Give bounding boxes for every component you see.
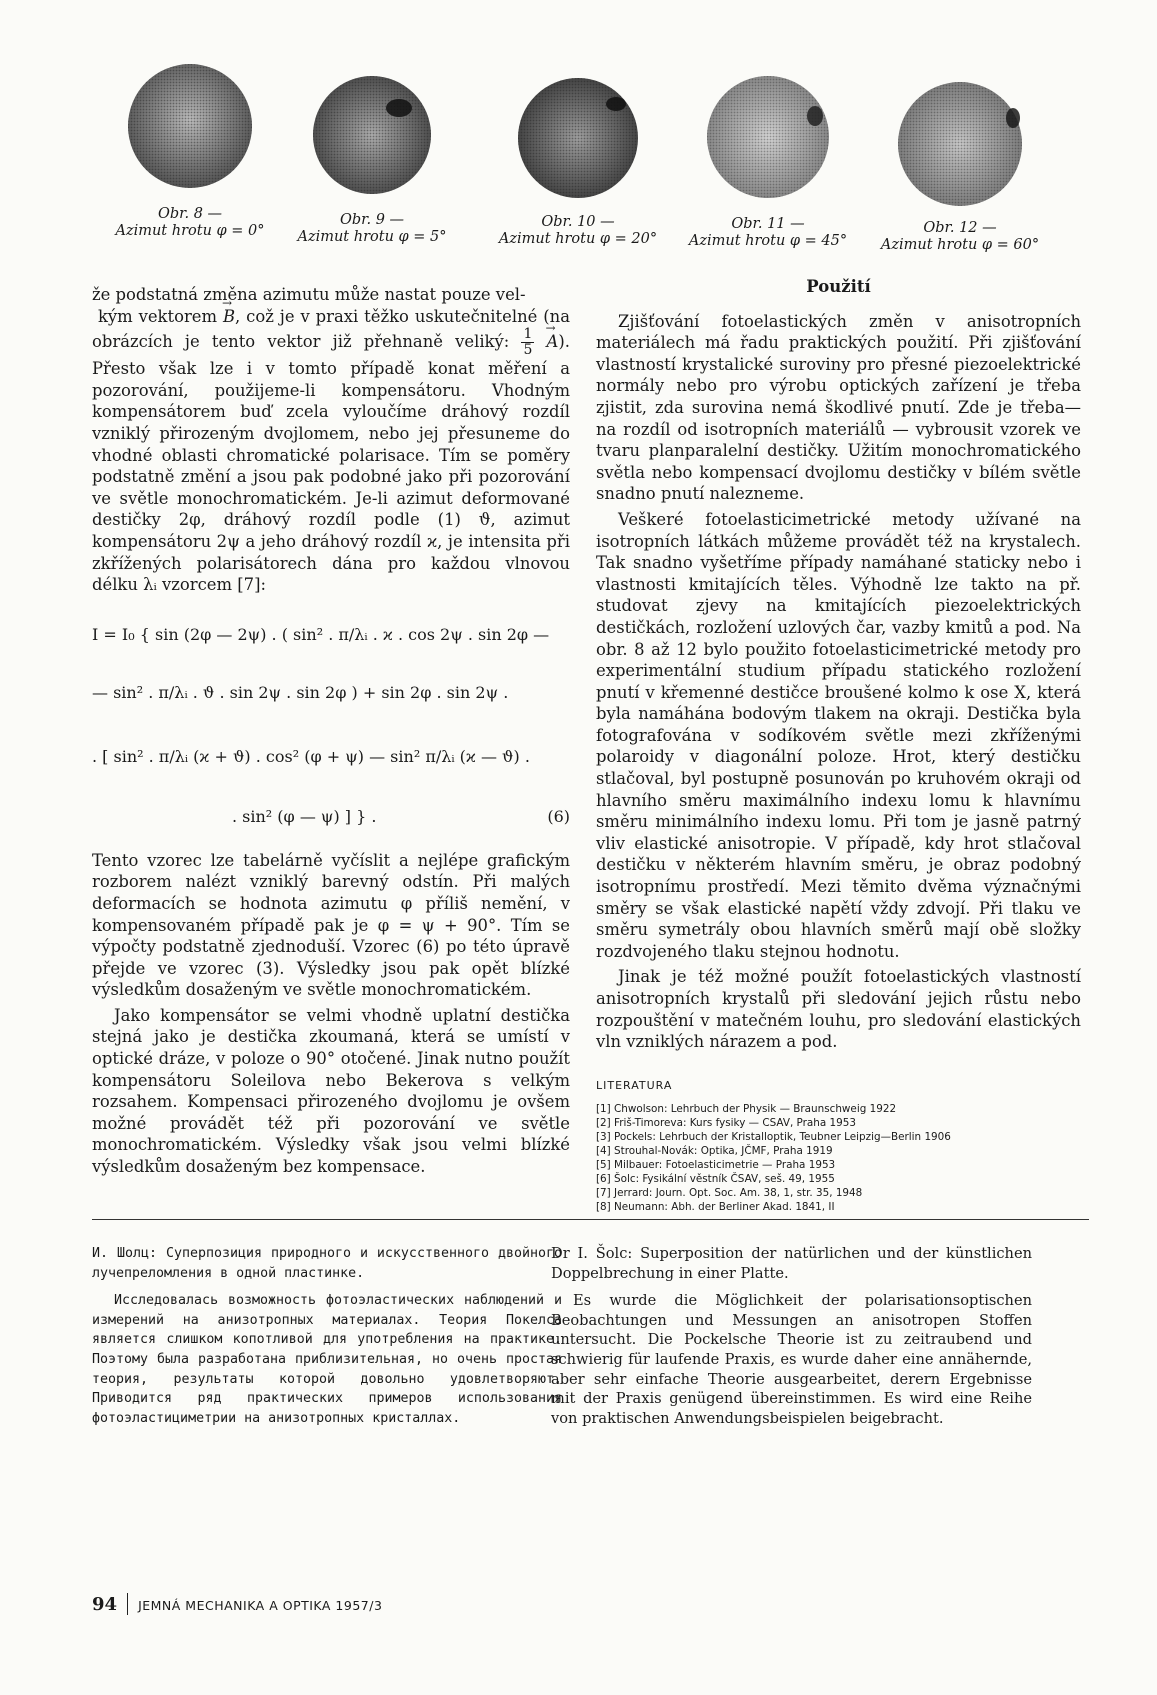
left-p1-text-b: kým vektorem [97,306,218,326]
figure-10-photo [514,74,642,202]
figure-8-caption: Azimut hrotu φ = 0° [115,223,265,239]
summary-german-body: Es wurde die Möglichkeit der polarisationsoptischen Beobachtungen und Messungen an anisotropen Stoffen untersucht. Die Pockelsche Theorie ist zu zeitraubend und schwierig für laufende Praxis, es wurde daher eine annähernde, aber sehr einfache Theorie ausgearbeitet, derern Ergebnisse mit der Praxis genügend übereinstimmen. Es wird eine Reihe von praktischen Anwendungsbeispielen beigebracht. [551,1292,1032,1427]
figure-8 [100,60,280,240]
figure-12-photo [894,78,1026,210]
equation-line-3: . [ sin² . π/λᵢ (ϰ + ϑ) . cos² (φ + ψ) — sin² π/λᵢ (ϰ — ϑ) . [92,746,530,766]
right-paragraph-1: Zjišťování fotoelastických změn v anisotropních materiálech má řadu praktických použití. Při zjišťování vlastností krystalické suroviny pro přesné piezoelektrické normály nebo pro výrobu optických zařízení je třeba zjistit, zda surovina nemá škodlivé pnutí. Zde je třeba— na rozdíl od isotropních materiálů — vybrousit vzorek ve tvaru planparalelní destičky. Užitím monochromatického světla nebo kompensací dvojlomu destičky v bílém světle snadno pnutí nalezneme. [596,311,1081,504]
literature-item: [1] Chwolson: Lehrbuch der Physik — Braunschweig 1922 [596,1103,897,1116]
page-footer [92,1593,382,1615]
journal-name: JEMNÁ MECHANIKA A OPTIKA 1957/3 [138,1598,383,1613]
left-paragraph-2: Tento vzorec lze tabelárně vyčíslit a nejlépe grafickým rozborem nalézt vzniklý barevný odstín. Při malých deformacích se hodnota azimutu φ příliš nemění, v kompensovaném případě pak je φ = ψ + 90°. Tím se výpočty podstatně zjednoduší. Vzorec (6) po této úpravě přejde ve vzorec (3). Výsledky jsou pak opět blízké výsledkům dosaženým ve světle monochromatickém. [92,850,570,1000]
summary-russian-heading: И. Шолц: Суперпозиция природного и искусственного двойного лучепреломления в одной пластинке. [92,1246,562,1281]
figure-12-caption: Azimut hrotu φ = 60° [880,237,1040,253]
right-paragraph-3: Jinak je též možné použít fotoelastických vlastností anisotropních krystalů při sledování jejich růstu nebo rozpouštění v matečném louhu, pro sledování elastických vln vzniklých nárazem a pod. [596,967,1081,1052]
equation-line-1: I = I₀ { sin (2φ — 2ψ) . ( sin² . π/λᵢ . ϰ . cos 2ψ . sin 2φ — [92,624,550,644]
left-column [92,284,570,1178]
summary-german [551,1244,1032,1428]
left-paragraph-3: Jako kompensátor se velmi vhodně uplatní destička stejná jako je destička zkoumaná, která se umístí v optické dráze, v poloze o 90° otočené. Jinak nutno použít kompensátoru Soleilova nebo Bekerova s velkým rozsahem. Kompensaci přirozeného dvojlomu je ovšem možné provádět též při pozorování ve světle monochromatickém. Výsledky však jsou velmi blízké výsledkům dosaženým bez kompensace. [92,1005,570,1177]
figure-11 [678,72,858,250]
figure-11-label: Obr. 11 — [731,216,805,232]
summary-german-heading: Dr I. Šolc: Superposition der natürlichen und der künstlichen Doppelbrechung in einer Platte. [551,1245,1032,1282]
equation-line-4: . sin² (φ — ψ) ] } . [232,806,377,826]
figure-12 [870,78,1050,254]
equation-line-2: — sin² . π/λᵢ . ϑ . sin 2ψ . sin 2φ ) + sin 2φ . sin 2ψ . [92,682,509,702]
figure-9 [282,72,462,246]
right-paragraph-2: Veškeré fotoelasticimetrické metody užívané na isotropních látkách můžeme provádět též na krystalech. Tak snadno vyšetříme případy namáhané staticky nebo i vlastnosti kmitajících těles. Výhodně lze takto na př. studovat zjevy na kmitajících piezoelektrických destičkách, rozložení uzlových čar, vazby kmitů a pod. Na obr. 8 až 12 bylo použito fotoelasticimetrické metody pro experimentální studium případu statického rozložení pnutí v křemenné destičce broušené kolmo k ose X, která byla namáhána bodovým tlakem na okraji. Destička byla fotografována v sodíkovém světle mezi zkříženými polaroidy v diagonální poloze. Hrot, který destičku stlačoval, byl postupně posunován po kruhovém okraji od hlavního směru maximálního indexu lomu k hlavnímu směru minimálního indexu lomu. Při tom je jasně patrný vliv elastické anisotropie. V případě, kdy hrot stlačoval destičku v některém hlavním směru, je obraz podobný isotropnímu prostředí. Mezi těmito dvěma význačnými směry se však elastické napětí vždy zdvojí. Při tlaku ve směru symetrály obou hlavních směrů mají obě složky rozdvojeného tlaku stejnou hodnotu. [596,509,1081,961]
vector-b-symbol: → B [223,306,235,328]
vector-a-symbol: → A [547,331,559,353]
left-p1-start: že podstatná změna azimutu může nastat pouze vel- [92,285,526,304]
section-title: Použití [806,277,871,296]
left-p1-text-c: , což je v praxi těžko uskutečnitelné (na obrázcích je tento vektor již přehnaně veliký: [92,306,570,352]
left-p1-text-d: ). Přesto však lze i v tomto případě konat měření a pozorování, použijeme-li kompensátoru. Vhodným kompensátorem buď zcela vyloučíme dráhový rozdíl vzniklý přirozeným dvojlomem, nebo jej přesuneme do vhodné oblasti chromatické polarisace. Tím se poměry podstatně změní a jsou pak podobné jako při pozorování ve světle monochromatickém. Je-li azimut deformované destičky 2φ, dráhový rozdíl podle (1) ϑ, azimut kompensátoru 2ψ a jeho dráhový rozdíl ϰ, je intensita při zkřížených polarisátorech dána pro každou vlnovou délku λᵢ vzorcem [7]: [92,332,570,595]
left-paragraph-1 [92,284,570,596]
figure-10-label: Obr. 10 — [541,214,615,230]
page-number: 94 [92,1594,118,1615]
figure-8-photo [124,60,256,192]
literature-item: [8] Neumann: Abh. der Berliner Akad. 1841, II [596,1201,835,1214]
figure-row [100,60,1100,270]
literature-item: [7] Jerrard: Journ. Opt. Soc. Am. 38, 1, str. 35, 1948 [596,1187,863,1200]
summary-russian-body: Исследовалась возможность фотоэластических наблюдений и измерений на анизотропных материалах. Теория Покелса является слишком копотливой для употребления на практике. Поэтому была разработана приблизительная, но очень простая теория, результаты которой довольно удовлетворяют. Приводится ряд практических примеров использования фотоэластициметрии на анизотропных кристаллах. [92,1293,562,1426]
literature-item: [4] Strouhal-Novák: Optika, JČMF, Praha 1919 [596,1145,833,1158]
right-column [596,276,1081,1214]
literature-list [596,1102,1081,1214]
literature-item: [5] Milbauer: Fotoelasticimetrie — Praha 1953 [596,1159,836,1172]
figure-9-photo [309,72,435,198]
footer-divider [127,1593,128,1615]
figure-12-label: Obr. 12 — [923,220,997,236]
figure-10-caption: Azimut hrotu φ = 20° [498,231,658,247]
literature-item: [6] Šolc: Fysikální věstník ČSAV, seš. 49, 1955 [596,1173,835,1186]
fraction-one-fifth [521,327,534,358]
figure-11-caption: Azimut hrotu φ = 45° [688,233,848,249]
separator-line [92,1219,1089,1220]
fraction-numerator: 1 [523,326,533,343]
figure-9-caption: Azimut hrotu φ = 5° [297,229,447,245]
figure-8-label: Obr. 8 — [157,206,223,222]
literature-title: LITERATURA [596,1078,673,1092]
literature-item: [2] Friš-Timoreva: Kurs fysiky — CSAV, Praha 1953 [596,1117,856,1130]
summary-russian [92,1244,562,1428]
fraction-denominator: 5 [523,342,533,359]
literature-item: [3] Pockels: Lehrbuch der Kristalloptik, Teubner Leipzig—Berlin 1906 [596,1131,951,1144]
figure-11-photo [703,72,833,202]
equation-6 [92,610,570,850]
figure-9-label: Obr. 9 — [339,212,405,228]
figure-10 [488,74,668,248]
equation-number: (6) [547,806,570,826]
